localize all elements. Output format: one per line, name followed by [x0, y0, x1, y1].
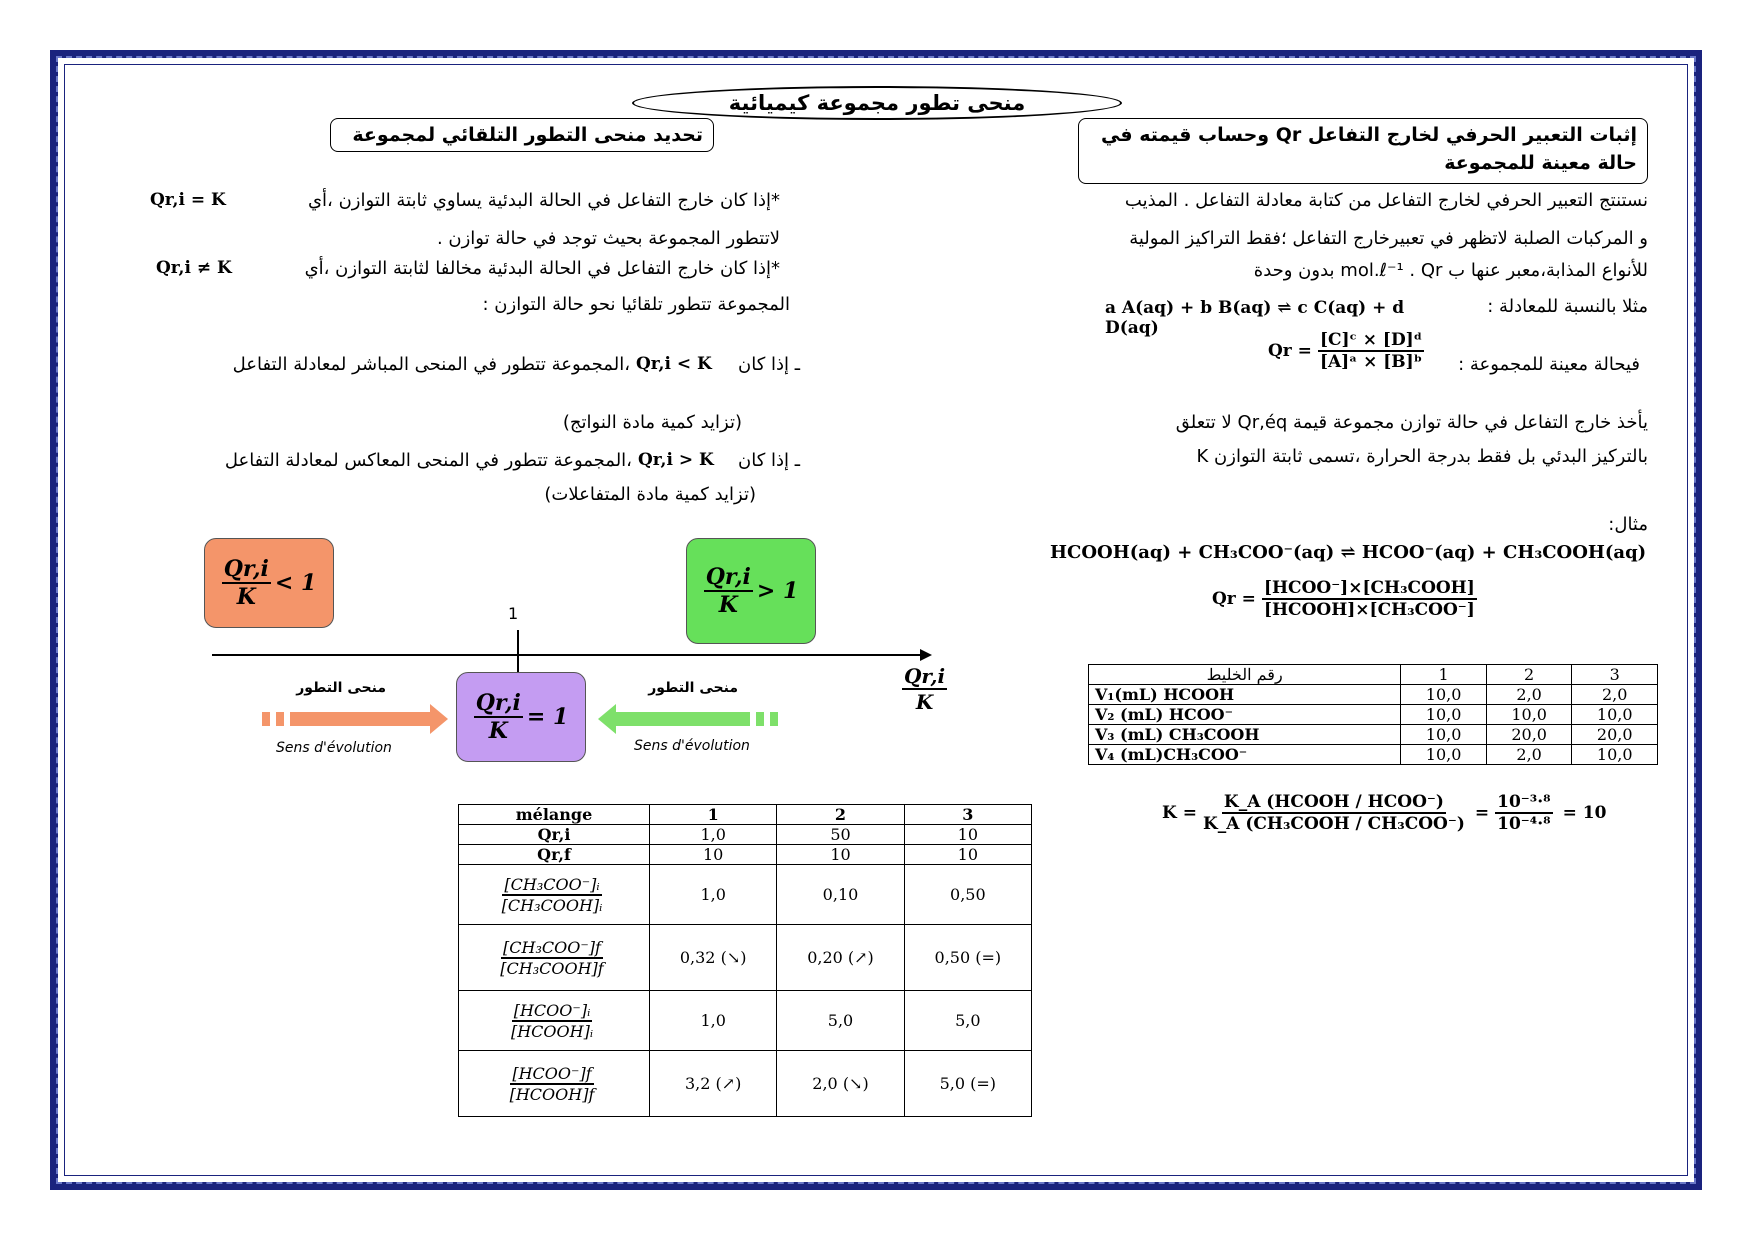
table-cell: 5,0 (=)	[904, 1051, 1031, 1117]
arrow-dash	[262, 712, 270, 726]
table-cell: 0,32 (↘)	[650, 925, 777, 991]
axis-arrow-head	[920, 649, 932, 661]
page-title: منحى تطور مجموعة كيميائية	[632, 86, 1122, 120]
table-row	[459, 1051, 1032, 1117]
table-cell: mélange	[459, 805, 650, 825]
example-qr-denominator: [HCOOH]×[CH₃COO⁻]	[1263, 600, 1475, 620]
left-arrow-label-ar: منحى التطور	[296, 680, 386, 696]
example-equation: HCOOH(aq) + CH₃COO⁻(aq) ⇌ HCOO⁻(aq) + CH₃COOH(aq)	[1050, 542, 1647, 563]
right-text-line-7: بالتركيز البدئي بل فقط بدرجة الحرارة ،تسمى ثابتة التوازن K	[1196, 446, 1648, 467]
example-qr-numerator: [HCOO⁻]×[CH₃COOH]	[1263, 578, 1475, 598]
frac-den: K	[488, 718, 508, 744]
table-cell: V₁(mL) HCOOH	[1089, 685, 1401, 705]
table-cell: Qr,f	[459, 845, 650, 865]
table-cell: 1,0	[650, 825, 777, 845]
table-cell	[459, 925, 650, 991]
general-equation: a A(aq) + b B(aq) ⇌ c C(aq) + d D(aq)	[1105, 298, 1405, 338]
left-text-line-6: ،المجموعة تتطور في المنحى المباشر لمعادلة التفاعل	[232, 354, 630, 375]
table-cell: 10	[777, 845, 904, 865]
right-arrow-label-ar: منحى التطور	[648, 680, 738, 696]
left-text-line-10: (تزايد كمية مادة المتفاعلات)	[544, 484, 756, 505]
table-cell: 2	[1486, 665, 1572, 685]
left-text-line-8: ـ إذا كان	[737, 450, 800, 471]
ratio-den: [HCOOH]f	[509, 1084, 595, 1104]
arrow-dash	[276, 712, 284, 726]
table-cell: 1,0	[650, 991, 777, 1051]
table-cell: 10	[904, 825, 1031, 845]
arrow-dash	[770, 712, 778, 726]
table-cell: 1	[650, 805, 777, 825]
right-evolution-arrow	[598, 704, 778, 734]
table-cell: 10,0	[1401, 705, 1487, 725]
table-cell: رقم الخليط	[1089, 665, 1401, 685]
table-cell	[459, 991, 650, 1051]
cond-greater: Qr,i > K	[638, 450, 714, 470]
right-text-line-6: يأخذ خارج التفاعل في حالة توازن مجموعة قيمة Qr,éq لا تتعلق	[1175, 412, 1648, 433]
qr-numerator: [C]ᶜ × [D]ᵈ	[1319, 330, 1423, 350]
frac-den: K	[236, 584, 256, 610]
right-text-line-4: مثلا بالنسبة للمعادلة :	[1487, 296, 1648, 317]
qr-formula	[1268, 330, 1428, 372]
table-cell: 10	[650, 845, 777, 865]
table-cell: 5,0	[904, 991, 1031, 1051]
axis-label-den: K	[915, 690, 934, 714]
ratio-num: [HCOO⁻]f	[512, 1063, 592, 1083]
evolution-diagram	[200, 600, 940, 800]
table-cell: 5,0	[777, 991, 904, 1051]
mixture-table	[1088, 664, 1658, 765]
table-cell: 0,50 (=)	[904, 925, 1031, 991]
axis-label-num: Qr,i	[904, 664, 946, 688]
left-text-line-3: *إذا كان خارج التفاعل في الحالة البدئية مخالفا لثابتة التوازن ،أي	[304, 258, 780, 279]
table-row	[459, 865, 1032, 925]
frac-num: Qr,i	[475, 690, 521, 716]
k-label: K =	[1162, 803, 1197, 823]
left-heading: تحديد منحى التطور التلقائي لمجموعة	[330, 118, 714, 152]
qr-denominator: [A]ᵃ × [B]ᵇ	[1319, 352, 1423, 372]
arrow-shaft	[616, 712, 750, 726]
table-row	[1089, 725, 1658, 745]
left-arrow-label-fr: Sens d'évolution	[276, 740, 392, 756]
table-row	[459, 825, 1032, 845]
left-text-line-1: *إذا كان خارج التفاعل في الحالة البدئية يساوي ثابتة التوازن ،أي	[307, 190, 780, 211]
table-row	[1089, 745, 1658, 765]
cond-less: Qr,i < K	[636, 354, 712, 374]
table-row	[459, 845, 1032, 865]
table-cell: 50	[777, 825, 904, 845]
table-cell: 0,50	[904, 865, 1031, 925]
left-text-line-5: ـ إذا كان	[737, 354, 800, 375]
table-cell: 2,0	[1572, 685, 1658, 705]
table-row	[1089, 705, 1658, 725]
right-text-line-1: نستنتج التعبير الحرفي لخارج التفاعل من كتابة معادلة التفاعل . المذيب	[1124, 190, 1648, 211]
box-equal-label: = 1	[526, 704, 569, 730]
table-cell: 2,0 (↘)	[777, 1051, 904, 1117]
melange-table	[458, 804, 1032, 1117]
ratio-den: [CH₃COOH]f	[500, 958, 604, 978]
arrow-dash	[756, 712, 764, 726]
k-result: = 10	[1562, 803, 1607, 823]
table-cell: 1,0	[650, 865, 777, 925]
table-cell: 20,0	[1572, 725, 1658, 745]
table-cell: V₄ (mL)CH₃COO⁻	[1089, 745, 1401, 765]
table-cell: 10,0	[1572, 705, 1658, 725]
k-formula: K = $\frac{\text{K\_A (HCOOH / HCOO⁻)}}{\text{K\_A (CH₃COOH / CH₃COO⁻)}}$ = $\frac{\text{10⁻³·⁸}}{\text{10⁻⁴·⁸}}$ = 10	[1162, 792, 1607, 834]
arrow-head	[598, 704, 616, 734]
table-cell: 10,0	[1486, 705, 1572, 725]
frac-num: Qr,i	[223, 556, 269, 582]
ratio-num: [CH₃COO⁻]f	[503, 937, 601, 957]
table-cell: 10,0	[1401, 745, 1487, 765]
ratio-num: [CH₃COO⁻]ᵢ	[504, 874, 600, 894]
k-mid-numerator: 10⁻³·⁸	[1497, 792, 1551, 812]
table-cell: 10	[904, 845, 1031, 865]
table-cell: 0,20 (↗)	[777, 925, 904, 991]
table-cell	[459, 865, 650, 925]
axis-label	[902, 664, 951, 714]
k-numerator: K_A (HCOOH / HCOO⁻)	[1223, 792, 1444, 812]
table-cell: 1	[1401, 665, 1487, 685]
frac-den: K	[718, 592, 738, 618]
melange-table-header	[459, 805, 1032, 825]
right-text-line-8: مثال:	[1608, 514, 1648, 535]
box-less-label: < 1	[274, 570, 317, 596]
k-mid-denominator: 10⁻⁴·⁸	[1497, 814, 1551, 834]
box-greater-label: > 1	[756, 578, 799, 604]
ratio-num: [HCOO⁻]ᵢ	[513, 1000, 591, 1020]
right-heading: إثبات التعبير الحرفي لخارج التفاعل Qr وحساب قيمته في حالة معينة للمجموعة	[1078, 118, 1648, 184]
frac-num: Qr,i	[705, 564, 751, 590]
table-cell: 10,0	[1401, 725, 1487, 745]
ratio-den: [HCOOH]ᵢ	[510, 1021, 594, 1041]
k-denominator: K_A (CH₃COOH / CH₃COO⁻)	[1202, 814, 1465, 834]
arrow-shaft	[290, 712, 430, 726]
left-text-line-2: لاتتطور المجموعة بحيث توجد في حالة توازن .	[436, 228, 780, 249]
mixture-table-header	[1089, 665, 1658, 685]
left-evolution-arrow	[262, 704, 448, 734]
table-cell: 3	[1572, 665, 1658, 685]
table-row	[1089, 685, 1658, 705]
cond-notequal: Qr,i ≠ K	[156, 258, 232, 278]
ratio-den: [CH₃COOH]ᵢ	[501, 895, 603, 915]
table-cell: 10,0	[1401, 685, 1487, 705]
axis-tick-label: 1	[508, 604, 519, 623]
left-text-line-4: المجموعة تتطور تلقائيا نحو حالة التوازن :	[482, 294, 790, 315]
table-cell: 0,10	[777, 865, 904, 925]
table-cell: 2,0	[1486, 745, 1572, 765]
table-cell: 2	[777, 805, 904, 825]
example-qr-formula	[1212, 578, 1481, 620]
right-text-line-3: للأنواع المذابة،معبر عنها ب mol.ℓ⁻¹ . Qr بدون وحدة	[1253, 260, 1648, 281]
table-cell: 3	[904, 805, 1031, 825]
table-cell: Qr,i	[459, 825, 650, 845]
example-qr-label: Qr =	[1212, 589, 1256, 609]
table-cell: 2,0	[1486, 685, 1572, 705]
left-text-line-9: ،المجموعة تتطور في المنحى المعاكس لمعادلة التفاعل	[224, 450, 632, 471]
cond-equal: Qr,i = K	[150, 190, 226, 210]
right-text-line-5: فيحالة معينة للمجموعة :	[1458, 354, 1640, 375]
qr-label: Qr =	[1268, 341, 1312, 361]
table-cell	[459, 1051, 650, 1117]
table-cell: 10,0	[1572, 745, 1658, 765]
right-arrow-label-fr: Sens d'évolution	[634, 738, 750, 754]
table-cell: 20,0	[1486, 725, 1572, 745]
table-row	[459, 991, 1032, 1051]
table-row	[459, 925, 1032, 991]
arrow-head	[430, 704, 448, 734]
left-text-line-7: (تزايد كمية مادة النواتج)	[562, 412, 742, 433]
right-text-line-2: و المركبات الصلبة لاتظهر في تعبيرخارج التفاعل ؛فقط التراكيز المولية	[1129, 228, 1648, 249]
table-cell: V₂ (mL) HCOO⁻	[1089, 705, 1401, 725]
table-cell: V₃ (mL) CH₃COOH	[1089, 725, 1401, 745]
table-cell: 3,2 (↗)	[650, 1051, 777, 1117]
